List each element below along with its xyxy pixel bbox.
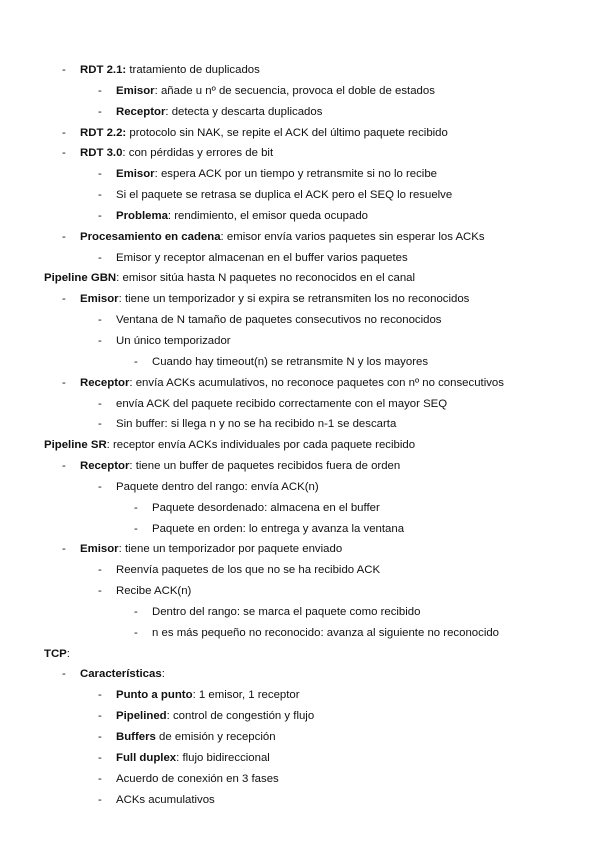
list-item-text (116, 81, 435, 102)
list-item (0, 602, 600, 623)
bullet-dash: - (62, 376, 66, 389)
list-item-text (152, 602, 420, 623)
list-item-text (80, 227, 485, 248)
bold-term: RDT 2.2: (80, 126, 127, 139)
list-item (0, 373, 600, 394)
list-item (0, 456, 600, 477)
list-item (0, 164, 600, 185)
bullet-dash: - (98, 480, 102, 493)
item-description: n es más pequeño no reconocido: avanza al siguiente no reconocido (152, 626, 500, 639)
list-item-text (80, 143, 273, 164)
bold-term: Emisor (80, 543, 119, 556)
bullet-dash: - (134, 605, 138, 618)
list-item (0, 477, 600, 498)
item-description: Dentro del rango: se marca el paquete como recibido (152, 605, 421, 618)
bullet-dash: - (62, 126, 66, 139)
item-description: : emisor envía varios paquetes sin esperar los ACKs (220, 230, 485, 243)
list-item-text (152, 498, 380, 519)
list-item-text (80, 373, 504, 394)
bold-term: Receptor (80, 376, 130, 389)
item-description: : espera ACK por un tiempo y retransmite si no lo recibe (154, 168, 437, 181)
list-item (0, 185, 600, 206)
bold-term: Pipelined (116, 710, 167, 723)
item-description: ACKs acumulativos (116, 793, 215, 806)
list-item-text (116, 560, 380, 581)
list-item-text (116, 394, 447, 415)
list-item-text (80, 539, 342, 560)
list-item (0, 664, 600, 685)
list-item (0, 539, 600, 560)
item-description: : detecta y descarta duplicados (165, 105, 323, 118)
list-item-text (116, 769, 279, 790)
bullet-dash: - (134, 355, 138, 368)
item-description: : emisor sitúa hasta N paquetes no reconocidos en el canal (116, 272, 416, 285)
bullet-dash: - (98, 689, 102, 702)
bullet-dash: - (98, 772, 102, 785)
bullet-dash: - (98, 751, 102, 764)
item-description: : tiene un temporizador por paquete enviado (118, 543, 343, 556)
list-item (0, 289, 600, 310)
item-description: Sin buffer: si llega n y no se ha recibido n-1 se descarta (116, 418, 397, 431)
bold-term: Pipeline GBN (44, 272, 117, 285)
bullet-dash: - (98, 251, 102, 264)
bold-term: Punto a punto (116, 689, 193, 702)
list-item-text (116, 164, 437, 185)
bullet-dash: - (98, 564, 102, 577)
bullet-dash: - (98, 793, 102, 806)
item-description: de emisión y recepción (155, 731, 276, 743)
bold-term: Receptor (80, 460, 130, 473)
list-item (0, 102, 600, 123)
bullet-dash: - (98, 168, 102, 181)
list-item (0, 143, 600, 164)
list-item-text (116, 790, 215, 811)
list-item (0, 685, 600, 706)
bullet-dash: - (98, 710, 102, 723)
list-item-text (80, 289, 469, 310)
bullet-dash: - (98, 314, 102, 327)
list-item-text (116, 414, 396, 435)
list-item (0, 331, 600, 352)
list-item (0, 60, 600, 81)
item-description: : tiene un buffer de paquetes recibidos fuera de orden (129, 460, 401, 473)
item-description: : (161, 668, 165, 681)
list-item-text (80, 456, 400, 477)
bold-term: TCP (44, 647, 67, 660)
bullet-dash: - (98, 585, 102, 598)
bullet-dash: - (62, 230, 66, 243)
list-item (0, 435, 600, 456)
bullet-dash: - (98, 105, 102, 118)
item-description: Un único temporizador (116, 334, 231, 347)
item-description: : receptor envía ACKs individuales por cada paquete recibido (106, 439, 416, 452)
list-item (0, 581, 600, 602)
bold-term: Receptor (116, 105, 166, 118)
list-item (0, 268, 600, 289)
list-item-text (116, 185, 452, 206)
item-description: : tiene un temporizador y si expira se retransmiten los no reconocidos (118, 293, 470, 306)
list-item-text (116, 727, 276, 748)
list-item (0, 623, 600, 644)
bold-term: Buffers (116, 731, 156, 743)
item-description: : rendimiento, el emisor queda ocupado (167, 209, 369, 222)
list-item (0, 727, 600, 748)
bold-term: Full duplex (116, 751, 177, 764)
list-item (0, 644, 600, 665)
list-item (0, 519, 600, 540)
list-item (0, 414, 600, 435)
bullet-dash: - (62, 64, 66, 76)
item-description: Emisor y receptor almacenan en el buffer varios paquetes (116, 251, 408, 264)
list-item (0, 394, 600, 415)
list-item (0, 790, 600, 811)
list-item (0, 706, 600, 727)
list-item-text (116, 206, 368, 227)
list-item-text (116, 477, 319, 498)
item-description: Ventana de N tamaño de paquetes consecutivos no reconocidos (116, 314, 442, 327)
bold-term: Emisor (116, 84, 155, 97)
bullet-dash: - (134, 501, 138, 514)
list-item (0, 748, 600, 769)
list-item (0, 206, 600, 227)
item-description: Paquete dentro del rango: envía ACK(n) (116, 480, 319, 493)
item-description: protocolo sin NAK, se repite el ACK del último paquete recibido (126, 126, 448, 139)
bold-term: RDT 3.0 (80, 147, 123, 160)
bullet-dash: - (98, 84, 102, 97)
list-item-text (152, 519, 404, 540)
list-item (0, 498, 600, 519)
list-item-text (44, 435, 415, 456)
item-description: : (66, 647, 70, 660)
item-description: Si el paquete se retrasa se duplica el ACK pero el SEQ lo resuelve (116, 189, 453, 202)
list-item (0, 560, 600, 581)
list-item-text (116, 331, 231, 352)
bold-term: RDT 2.1: (80, 64, 127, 76)
item-description: : envía ACKs acumulativos, no reconoce paquetes con nº no consecutivos (129, 376, 504, 389)
bold-term: Pipeline SR (44, 439, 107, 452)
bold-term: Características (80, 668, 162, 681)
list-item (0, 248, 600, 269)
list-item (0, 310, 600, 331)
item-description: : control de congestión y flujo (166, 710, 315, 723)
list-item-text (116, 310, 442, 331)
list-item (0, 123, 600, 144)
list-item (0, 352, 600, 373)
notes-document (0, 60, 600, 810)
item-description: Reenvía paquetes de los que no se ha recibido ACK (116, 564, 381, 577)
bullet-dash: - (98, 397, 102, 410)
list-item-text (116, 581, 191, 602)
bullet-dash: - (98, 189, 102, 202)
list-item-text (116, 685, 300, 706)
bold-term: Procesamiento en cadena (80, 230, 221, 243)
list-item-text (80, 664, 165, 685)
item-description: Cuando hay timeout(n) se retransmite N y los mayores (152, 355, 429, 368)
list-item-text (152, 623, 499, 644)
bold-term: Emisor (80, 293, 119, 306)
list-item-text (116, 706, 314, 727)
list-item-text (116, 248, 408, 269)
bullet-dash: - (98, 731, 102, 743)
bullet-dash: - (134, 522, 138, 535)
item-description: : 1 emisor, 1 receptor (192, 689, 300, 702)
list-item (0, 227, 600, 248)
bullet-dash: - (62, 147, 66, 160)
item-description: tratamiento de duplicados (126, 64, 260, 76)
bullet-dash: - (98, 334, 102, 347)
item-description: : añade u nº de secuencia, provoca el doble de estados (154, 84, 435, 97)
bullet-dash: - (134, 626, 138, 639)
list-item-text (116, 748, 270, 769)
list-item-text (44, 268, 415, 289)
item-description: Acuerdo de conexión en 3 fases (116, 772, 279, 785)
item-description: Paquete desordenado: almacena en el buffer (152, 501, 380, 514)
list-item-text (116, 102, 322, 123)
bold-term: Problema (116, 209, 168, 222)
bullet-dash: - (62, 668, 66, 681)
list-item-text (152, 352, 428, 373)
item-description: : con pérdidas y errores de bit (122, 147, 274, 160)
list-item-text (44, 644, 70, 665)
list-item-text (80, 60, 260, 81)
bold-term: Emisor (116, 168, 155, 181)
item-description: : flujo bidireccional (176, 751, 270, 764)
item-description: Paquete en orden: lo entrega y avanza la ventana (152, 522, 405, 535)
bullet-dash: - (98, 418, 102, 431)
list-item-text (80, 123, 448, 144)
bullet-dash: - (62, 460, 66, 473)
bullet-dash: - (62, 293, 66, 306)
item-description: envía ACK del paquete recibido correctamente con el mayor SEQ (116, 397, 448, 410)
item-description: Recibe ACK(n) (116, 585, 192, 598)
list-item (0, 81, 600, 102)
list-item (0, 769, 600, 790)
bullet-dash: - (62, 543, 66, 556)
bullet-dash: - (98, 209, 102, 222)
